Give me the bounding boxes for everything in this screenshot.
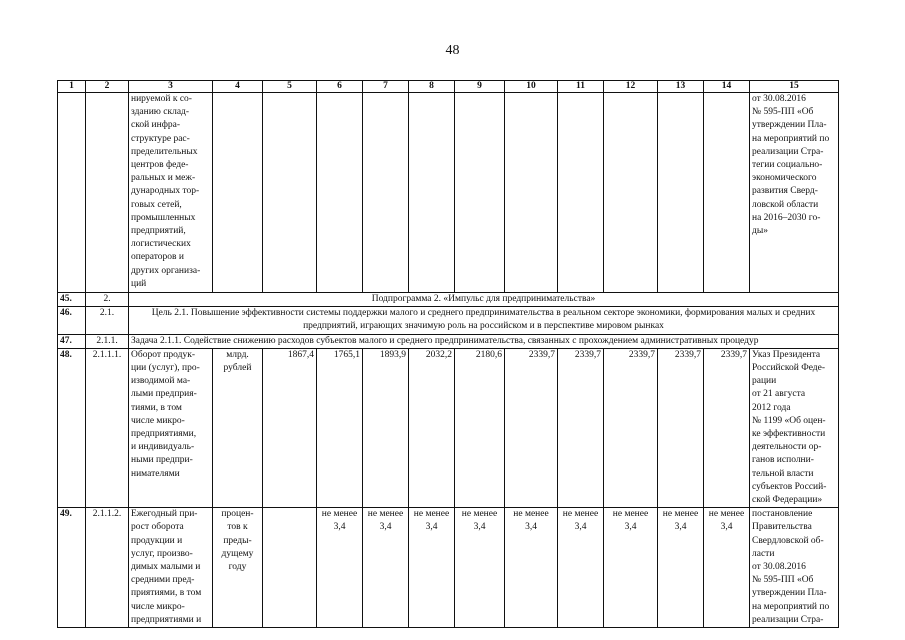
cell-value: 2339,7 [704,348,750,507]
goal-title: Цель 2.1. Повышение эффективности системы поддержки малого и среднего предпринимательства в реальном секторе экономики, формирования малых и средних предприятий, играющих значимую роль на российском и в перспективе мировом рынках [129,307,839,334]
table-row-49 [58,508,839,628]
cell-value [505,93,558,293]
cell-value: 2339,7 [604,348,658,507]
cell-source: от 30.08.2016 № 595-ПП «Об утверждении Пла- на мероприятий по реализации Стра- тегии социально- экономического развития Сверд- ловской области на 2016–2030 го- ды» [750,93,839,293]
cell-value [263,93,317,293]
cell-value: не менее 3,4 [363,508,409,628]
column-header-10: 10 [505,81,558,93]
column-header-13: 13 [658,81,704,93]
cell-value [558,93,604,293]
column-header-2: 2 [86,81,129,93]
cell-num: 47. [58,334,86,348]
cell-value: не менее 3,4 [505,508,558,628]
cell-value [704,93,750,293]
cell-value: 1893,9 [363,348,409,507]
cell-num: 45. [58,293,86,307]
cell-code: 2.1.1.2. [86,508,129,628]
cell-unit [213,93,263,293]
cell-num: 48. [58,348,86,507]
cell-unit: млрд. рублей [213,348,263,507]
table-row-45 [58,293,839,307]
cell-value [604,93,658,293]
table-row-48 [58,348,839,507]
cell-value: 2339,7 [658,348,704,507]
cell-value: не менее 3,4 [704,508,750,628]
cell-value: 2180,6 [455,348,505,507]
column-header-9: 9 [455,81,505,93]
cell-value [409,93,455,293]
cell-code [86,93,129,293]
cell-value [658,93,704,293]
cell-value [317,93,363,293]
cell-value: 2339,7 [558,348,604,507]
table-row-47 [58,334,839,348]
cell-value: 1765,1 [317,348,363,507]
cell-code: 2.1.1. [86,334,129,348]
cell-value: 2032,2 [409,348,455,507]
cell-value: 2339,7 [505,348,558,507]
column-header-4: 4 [213,81,263,93]
plan-table [57,80,839,628]
column-header-3: 3 [129,81,213,93]
cell-value: 1867,4 [263,348,317,507]
column-header-11: 11 [558,81,604,93]
cell-value: не менее 3,4 [558,508,604,628]
column-header-7: 7 [363,81,409,93]
column-header-5: 5 [263,81,317,93]
cell-code: 2. [86,293,129,307]
column-header-12: 12 [604,81,658,93]
table-body [58,81,839,628]
subprogram-title: Подпрограмма 2. «Импульс для предпринимательства» [129,293,839,307]
cell-value: не менее 3,4 [658,508,704,628]
column-header-15: 15 [750,81,839,93]
column-header-14: 14 [704,81,750,93]
cell-num [58,93,86,293]
cell-unit: процен- тов к преды- дущему году [213,508,263,628]
cell-code: 2.1. [86,307,129,334]
cell-value: не менее 3,4 [455,508,505,628]
column-header-6: 6 [317,81,363,93]
cell-value [363,93,409,293]
column-header-8: 8 [409,81,455,93]
cell-indicator-name: Оборот продук- ции (услуг), про- изводимой ма- лыми предприя- тиями, в том числе микро- предприятиями, и индивидуаль- ными предпри- нимателями [129,348,213,507]
page-number: 48 [445,43,460,58]
cell-value: не менее 3,4 [604,508,658,628]
task-title: Задача 2.1.1. Содействие снижению расходов субъектов малого и среднего предпринимательства, связанных с прохождением административных процедур [129,334,839,348]
cell-indicator-name: Ежегодный при- рост оборота продукции и услуг, произво- димых малыми и средними пред- приятиями, в том числе микро- предприятиями и [129,508,213,628]
cell-source: постановление Правительства Свердловской об- ласти от 30.08.2016 № 595-ПП «Об утверждении Пла- на мероприятий по реализации Стра- [750,508,839,628]
cell-value: не менее 3,4 [317,508,363,628]
cell-value [263,508,317,628]
table-row-continuation [58,93,839,293]
cell-num: 46. [58,307,86,334]
cell-value [455,93,505,293]
table-row-46 [58,307,839,334]
cell-num: 49. [58,508,86,628]
cell-source: Указ Президента Российской Феде- рации от 21 августа 2012 года № 1199 «Об оцен- ке эффективности деятельности ор- ганов исполни- тельной власти субъектов Россий- ской Федерации» [750,348,839,507]
column-number-row [58,81,839,93]
cell-code: 2.1.1.1. [86,348,129,507]
column-header-1: 1 [58,81,86,93]
cell-value: не менее 3,4 [409,508,455,628]
cell-indicator-name: нируемой к со- зданию склад- ской инфра- структуре рас- пределительных центров феде- ральных и меж- дународных тор- говых сетей, промышленных предприятий, логистических операторов и других организа- ций [129,93,213,293]
